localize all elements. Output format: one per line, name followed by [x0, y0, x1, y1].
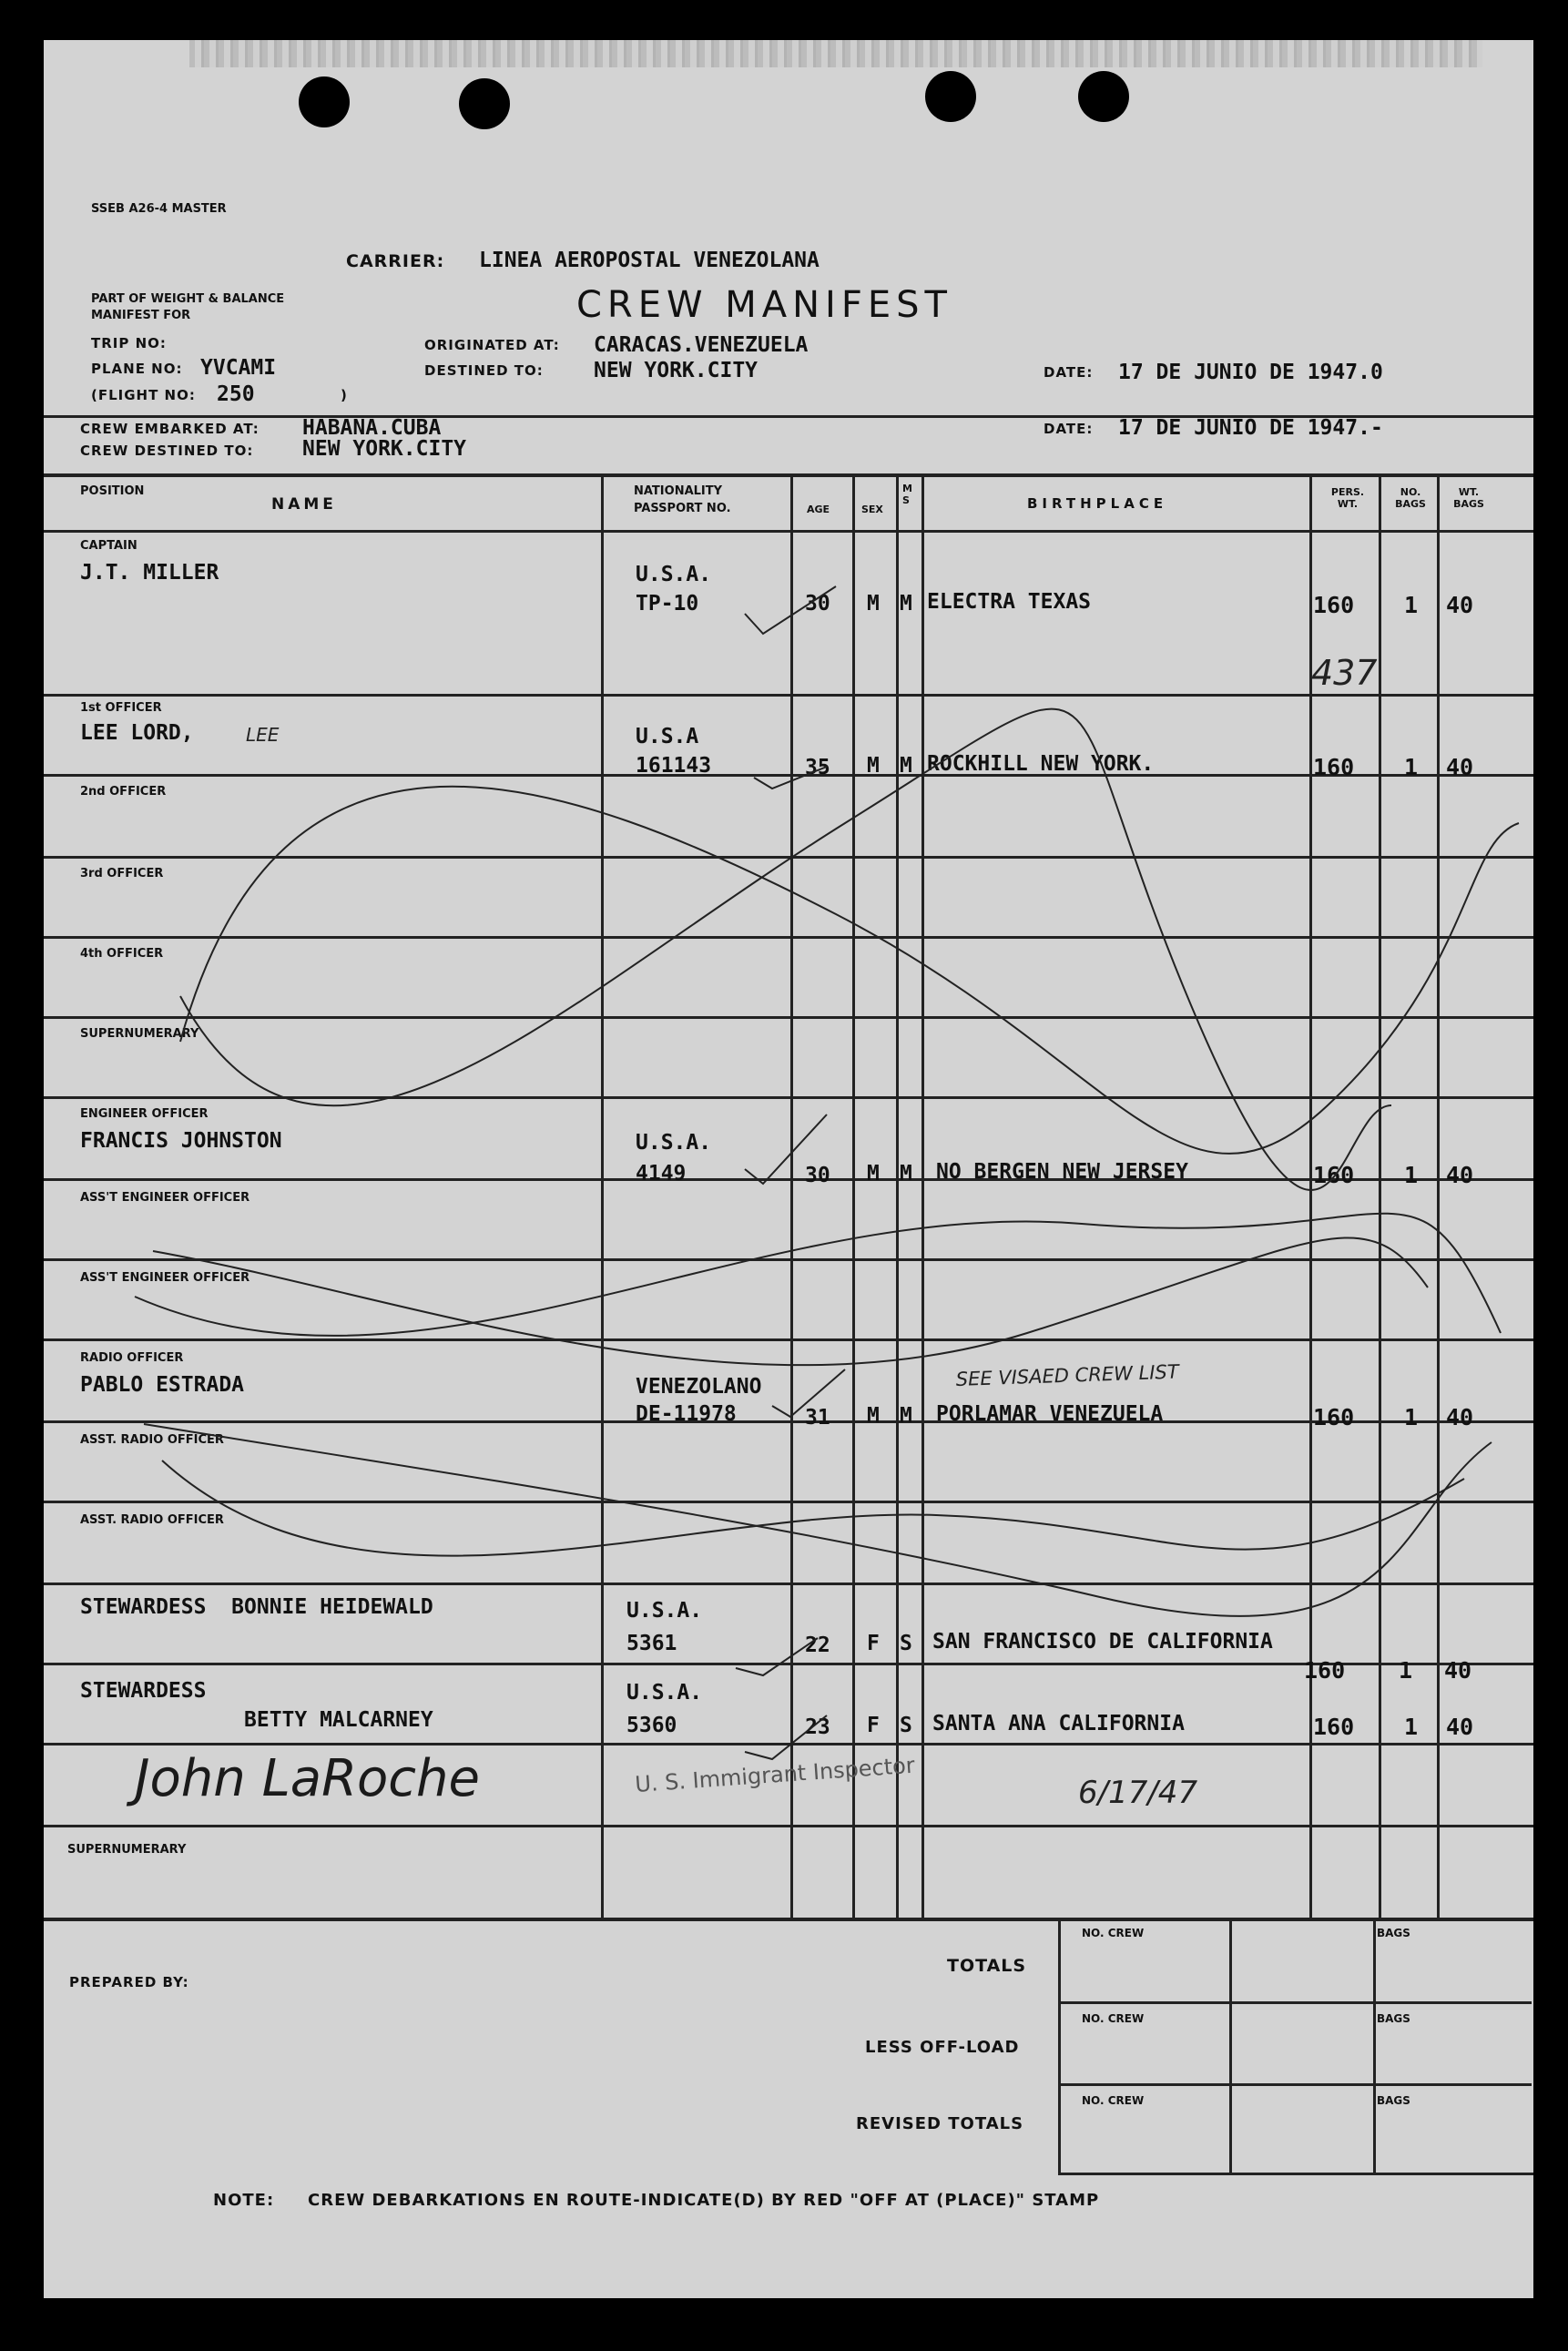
manifest-for-line1: PART OF WEIGHT & BALANCE	[91, 292, 285, 306]
prepared-by-label: PREPARED BY:	[69, 1974, 189, 1990]
form-code: SSEB A26-4 MASTER	[91, 202, 227, 216]
date1-value: 17 DE JUNIO DE 1947.0	[1118, 361, 1383, 384]
crew-name: J.T. MILLER	[80, 561, 219, 585]
totals-label: TOTALS	[947, 1956, 1027, 1976]
position-label: ASS'T ENGINEER OFFICER	[80, 1191, 250, 1205]
date2-value: 17 DE JUNIO DE 1947.-	[1118, 416, 1383, 440]
handwritten-date: 6/17/47	[1078, 1775, 1198, 1811]
crew-no-bags: 1	[1404, 1162, 1419, 1188]
plane-value: YVCAMI	[200, 356, 277, 380]
crew-wt-bags: 40	[1446, 1404, 1474, 1430]
totals-divider	[1373, 1919, 1376, 2173]
crew-nationality: U.S.A.	[626, 1681, 703, 1705]
crew-sex: M	[867, 754, 880, 778]
flight-label: (FLIGHT NO:	[91, 387, 196, 403]
crew-name: LEE LORD,	[80, 721, 194, 745]
crew-ms: M	[900, 1404, 912, 1428]
col-birthplace: BIRTHPLACE	[1027, 495, 1168, 512]
crew-birthplace: SAN FRANCISCO DE CALIFORNIA	[932, 1630, 1273, 1654]
cancel-curve	[144, 1424, 1492, 1616]
crew-birthplace: SANTA ANA CALIFORNIA	[932, 1712, 1185, 1735]
crew-sex: M	[867, 1404, 880, 1428]
crew-name: STEWARDESS	[80, 1679, 207, 1703]
col-rule	[1379, 473, 1381, 1919]
punch-hole	[299, 76, 350, 127]
crew-wt-bags: 40	[1446, 592, 1474, 618]
crew-pers-wt: 160	[1313, 1404, 1355, 1430]
crew-ms: M	[900, 754, 912, 778]
handwritten-name-note: LEE	[246, 724, 280, 746]
crew-no-bags: 1	[1404, 592, 1419, 618]
crew-wt-bags: 40	[1446, 1162, 1474, 1188]
punch-hole	[459, 78, 510, 129]
crew-no-bags: 1	[1404, 1714, 1419, 1740]
date1-label: DATE:	[1044, 364, 1094, 381]
torn-top-edge	[189, 40, 1482, 67]
note-text: CREW DEBARKATIONS EN ROUTE-INDICATE(D) BY RED "OFF AT (PLACE)" STAMP	[308, 2191, 1100, 2210]
trip-label: TRIP NO:	[91, 335, 167, 351]
crew-destined-value: NEW YORK.CITY	[302, 437, 467, 461]
col-wt-bags: WT. BAGS	[1453, 486, 1484, 510]
crew-ms: S	[900, 1632, 912, 1655]
position-label: CAPTAIN	[80, 539, 137, 553]
col-nationality: NATIONALITY	[634, 484, 723, 498]
crew-embarked-value: HABANA.CUBA	[302, 416, 442, 440]
col-rule	[1437, 473, 1440, 1919]
note-label: NOTE:	[213, 2191, 275, 2210]
manifest-form	[44, 40, 1533, 2298]
col-rule	[921, 473, 924, 1919]
crew-birthplace: ROCKHILL NEW YORK.	[927, 752, 1155, 776]
crew-sex: F	[867, 1632, 880, 1655]
col-pers-wt: PERS. WT.	[1330, 486, 1365, 510]
crew-pers-wt: 160	[1304, 1657, 1346, 1684]
less-offload-label: LESS OFF-LOAD	[865, 2038, 1020, 2057]
crew-sex: F	[867, 1714, 880, 1737]
position-label: 2nd OFFICER	[80, 785, 167, 799]
crew-nationality: U.S.A.	[626, 1599, 703, 1623]
no-crew-label: NO. CREW	[1082, 2012, 1145, 2025]
revised-totals-label: REVISED TOTALS	[856, 2114, 1024, 2133]
crew-no-bags: 1	[1404, 1404, 1419, 1430]
position-label: SUPERNUMERARY	[67, 1843, 187, 1857]
carrier-label: CARRIER:	[346, 251, 445, 271]
crew-name: PABLO ESTRADA	[80, 1373, 245, 1397]
crew-wt-bags: 40	[1446, 1714, 1474, 1740]
crew-wt-bags: 40	[1446, 754, 1474, 780]
crew-name-2: BETTY MALCARNEY	[244, 1708, 433, 1732]
no-crew-label: NO. CREW	[1082, 1927, 1145, 1939]
col-age: AGE	[807, 504, 830, 515]
manifest-for-line2: MANIFEST FOR	[91, 309, 191, 322]
crew-nationality: U.S.A.	[636, 1131, 712, 1155]
crew-age: 22	[805, 1633, 830, 1657]
col-rule	[896, 473, 899, 1919]
handwritten-visa-note: SEE VISAED CREW LIST	[955, 1360, 1179, 1390]
bags-label: BAGS	[1377, 2094, 1410, 2107]
plane-label: PLANE NO:	[91, 361, 183, 377]
crew-ms: S	[900, 1714, 912, 1737]
crew-name: STEWARDESS BONNIE HEIDEWALD	[80, 1595, 433, 1619]
col-passport: PASSPORT NO.	[634, 502, 731, 515]
crew-embarked-label: CREW EMBARKED AT:	[80, 421, 260, 437]
signature: John LaRoche	[135, 1749, 480, 1808]
col-name: NAME	[271, 495, 337, 514]
crew-destined-label: CREW DESTINED TO:	[80, 443, 254, 459]
totals-rule	[1058, 2083, 1532, 2086]
position-label: 4th OFFICER	[80, 947, 164, 961]
crew-wt-bags: 40	[1444, 1657, 1472, 1684]
crew-passport: 5360	[626, 1714, 677, 1737]
position-label: SUPERNUMERARY	[80, 1027, 199, 1041]
col-rule	[852, 473, 855, 1919]
crew-pers-wt: 160	[1313, 754, 1355, 780]
col-position: POSITION	[80, 484, 145, 498]
crew-nationality: VENEZOLANO	[636, 1375, 762, 1399]
crew-no-bags: 1	[1404, 754, 1419, 780]
totals-divider	[1229, 1919, 1232, 2173]
flight-value: 250	[217, 382, 255, 406]
manifest-title: CREW MANIFEST	[576, 284, 952, 326]
punch-hole	[925, 71, 976, 122]
totals-box	[1058, 1919, 1533, 2175]
col-rule	[1309, 473, 1312, 1919]
crew-passport: TP-10	[636, 592, 699, 616]
crew-age: 31	[805, 1406, 830, 1430]
crew-nationality: U.S.A	[636, 725, 699, 748]
crew-name: FRANCIS JOHNSTON	[80, 1129, 282, 1153]
punch-hole	[1078, 71, 1129, 122]
col-ms: M S	[902, 483, 912, 506]
totals-rule	[1058, 2001, 1532, 2004]
no-crew-label: NO. CREW	[1082, 2094, 1145, 2107]
bags-label: BAGS	[1377, 2012, 1410, 2025]
flight-close: )	[341, 387, 348, 403]
position-label: 1st OFFICER	[80, 701, 162, 715]
bags-label: BAGS	[1377, 1927, 1410, 1939]
crew-ms: M	[900, 592, 912, 616]
cancel-curve	[162, 1460, 1464, 1556]
crew-nationality: U.S.A.	[636, 563, 712, 586]
col-sex: SEX	[861, 504, 883, 515]
crew-age: 35	[805, 756, 830, 779]
crew-sex: M	[867, 592, 880, 616]
crew-pers-wt: 160	[1313, 1162, 1355, 1188]
crew-no-bags: 1	[1399, 1657, 1413, 1684]
position-label: ENGINEER OFFICER	[80, 1107, 209, 1121]
handwritten-number: 437	[1311, 653, 1378, 693]
cancel-curve	[180, 709, 1391, 1190]
crew-passport: 4149	[636, 1162, 687, 1186]
col-no-bags: NO. BAGS	[1395, 486, 1426, 510]
crew-passport: 5361	[626, 1632, 677, 1655]
destined-label: DESTINED TO:	[424, 362, 544, 379]
position-label: ASST. RADIO OFFICER	[80, 1433, 224, 1447]
date2-label: DATE:	[1044, 421, 1094, 437]
crew-pers-wt: 160	[1313, 592, 1355, 618]
crew-passport: DE-11978	[636, 1402, 737, 1426]
position-label: ASS'T ENGINEER OFFICER	[80, 1271, 250, 1285]
col-rule	[790, 473, 793, 1919]
crew-age: 30	[805, 1164, 830, 1187]
cancel-curve	[135, 1214, 1501, 1336]
crew-birthplace: PORLAMAR VENEZUELA	[936, 1402, 1164, 1426]
crew-age: 23	[805, 1715, 830, 1739]
carrier-value: LINEA AEROPOSTAL VENEZOLANA	[479, 249, 820, 272]
crew-birthplace: ELECTRA TEXAS	[927, 590, 1092, 614]
position-label: 3rd OFFICER	[80, 867, 164, 880]
position-label: ASST. RADIO OFFICER	[80, 1513, 224, 1527]
originated-label: ORIGINATED AT:	[424, 337, 560, 353]
crew-age: 30	[805, 592, 830, 616]
crew-birthplace: NO BERGEN NEW JERSEY	[936, 1160, 1188, 1184]
crew-passport: 161143	[636, 754, 712, 778]
col-rule	[601, 473, 604, 1919]
originated-value: CARACAS.VENEZUELA	[594, 333, 809, 357]
crew-ms: M	[900, 1162, 912, 1186]
crew-sex: M	[867, 1162, 880, 1186]
position-label: RADIO OFFICER	[80, 1351, 184, 1365]
destined-value: NEW YORK.CITY	[594, 359, 759, 382]
crew-pers-wt: 160	[1313, 1714, 1355, 1740]
immigration-stamp: U. S. Immigrant Inspector	[634, 1752, 916, 1797]
